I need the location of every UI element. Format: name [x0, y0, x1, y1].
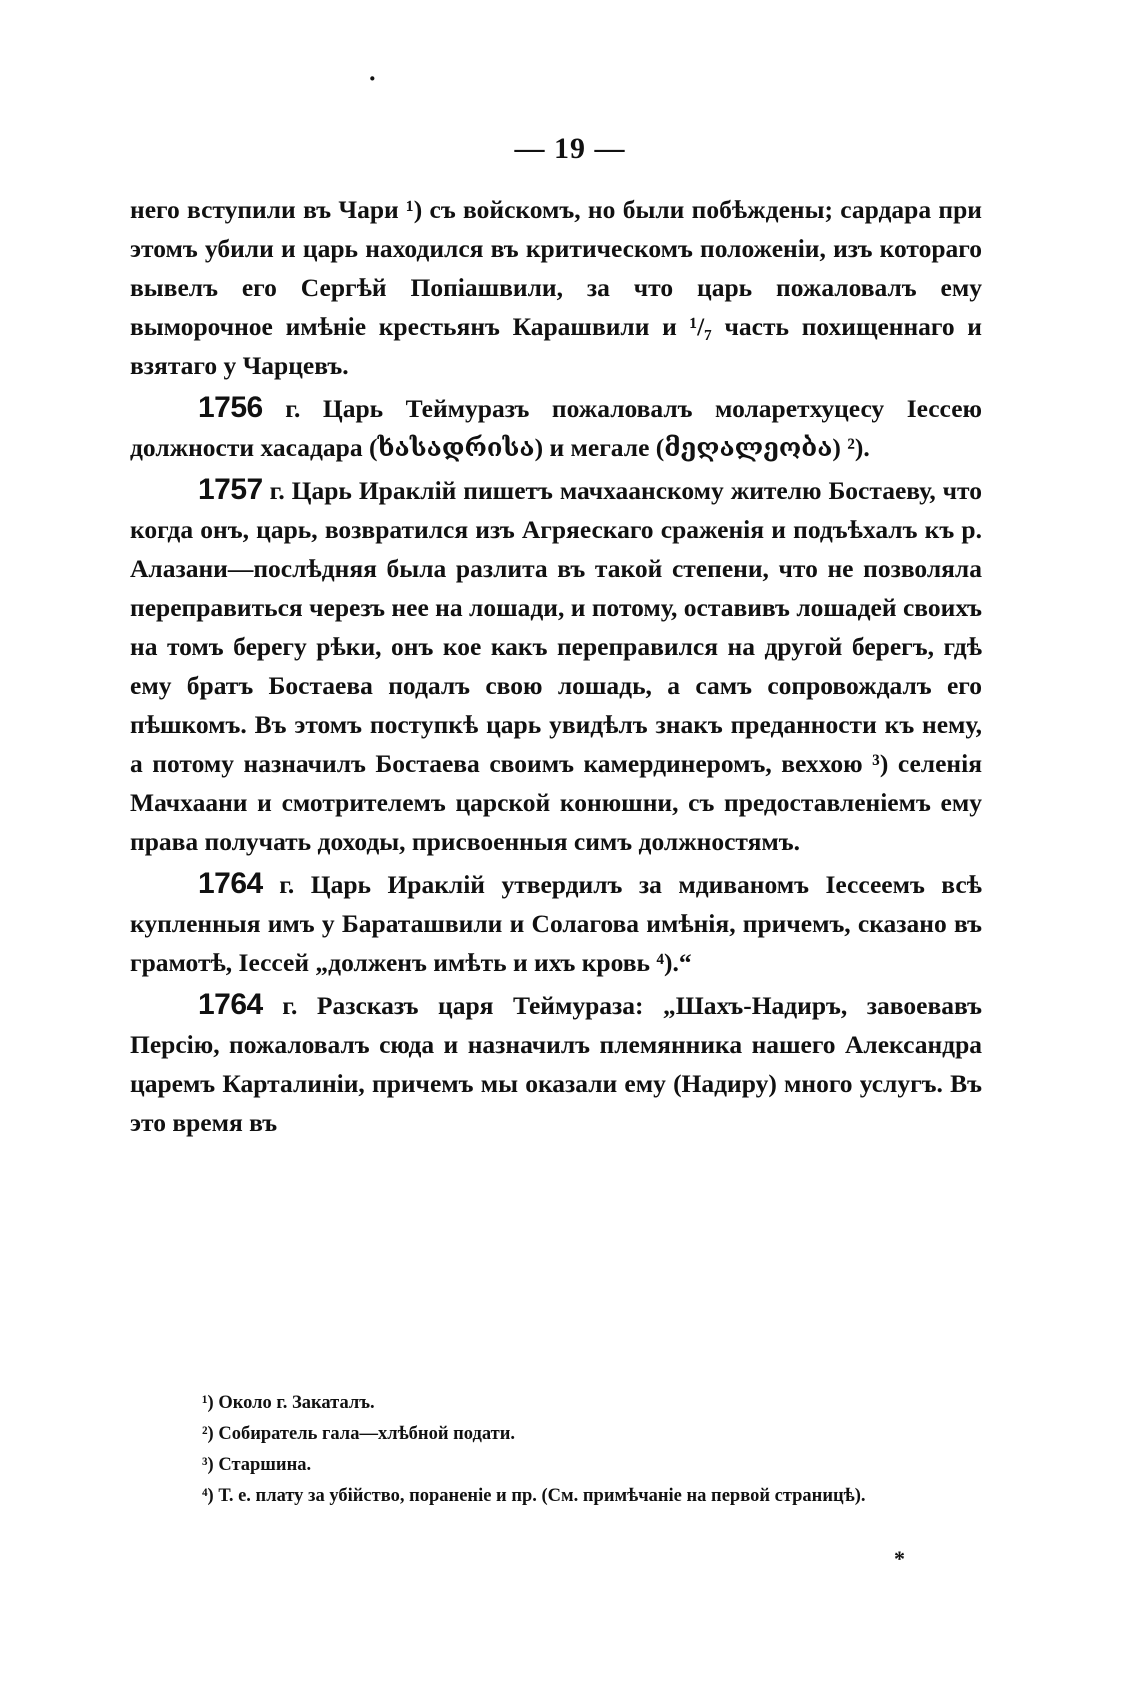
footnote-3: ³) Старшина. — [202, 1455, 312, 1475]
print-speck: · — [368, 64, 377, 93]
footnote-2: ²) Собиратель гала—хлѣбной подати. — [202, 1424, 515, 1444]
paragraph-continuation: него вступили въ Чари ¹) съ войскомъ, но были побѣждены; сардара при этомъ убили и царь находился въ критическомъ положеніи, изъ котораго вывелъ его Сергѣй Попіашвили, за что царь пожаловалъ ему выморочное имѣніе крестьянъ Карашвили и ¹/₇ часть похищеннаго и взятаго у Чарцевъ. — [130, 195, 982, 380]
entry-year: 1757 — [198, 473, 263, 506]
entry-1764-b — [130, 985, 982, 1142]
entry-1757 — [130, 470, 982, 861]
entry-text: г. Царь Теймуразъ пожаловалъ моларетхуцесу Іессею должности хасадара (ხასადრისა) и мегале (მეღალეობა) ²). — [130, 394, 982, 462]
entry-year: 1756 — [198, 391, 263, 424]
main-text — [130, 190, 982, 1142]
footnote-1: ¹) Около г. Закаталъ. — [202, 1393, 375, 1413]
page-number: — 19 — — [514, 132, 626, 165]
footnote-4: ⁴) Т. е. плату за убійство, пораненіе и пр. (См. примѣчаніе на первой страницѣ). — [202, 1486, 866, 1506]
entry-year: 1764 — [198, 988, 263, 1021]
asterisk-mark: * — [894, 1546, 905, 1571]
entry-year: 1764 — [198, 867, 263, 900]
entry-text: г. Царь Ираклій утвердилъ за мдиваномъ Іессеемъ всѣ купленныя имъ у Бараташвили и Солагова имѣнія, причемъ, сказано въ грамотѣ, Іессей „долженъ имѣть и ихъ кровь ⁴).“ — [130, 870, 982, 977]
entry-1764-a — [130, 864, 982, 982]
entry-text: г. Царь Ираклій пишетъ мачхаанскому жителю Бостаеву, что когда онъ, царь, возвратился изъ Агряескаго сраженія и подъѣхалъ къ р. Алазани—послѣдняя была разлита въ такой степени, что не позволяла переправиться черезъ нее на лошади, и потому, оставивъ лошадей своихъ на томъ берегу рѣки, онъ кое какъ переправился на другой берегъ, гдѣ ему братъ Бостаева подалъ свою лошадь, а самъ сопровождалъ его пѣшкомъ. Въ этомъ поступкѣ царь увидѣлъ знакъ преданности къ нему, а потому назначилъ Бостаева своимъ камердинеромъ, веххою ³) селенія Мачхаани и смотрителемъ царской конюшни, съ предоставленіемъ ему права получать доходы, присвоенныя симъ должностямъ. — [130, 476, 982, 856]
entry-1756 — [130, 388, 982, 467]
entry-text: г. Разсказъ царя Теймураза: „Шахъ-Надиръ, завоевавъ Персію, пожаловалъ сюда и назначилъ племянника нашего Александра царемъ Карталиніи, причемъ мы оказали ему (Надиру) много услугъ. Въ это время въ — [130, 991, 982, 1137]
footnotes — [130, 1388, 982, 1512]
